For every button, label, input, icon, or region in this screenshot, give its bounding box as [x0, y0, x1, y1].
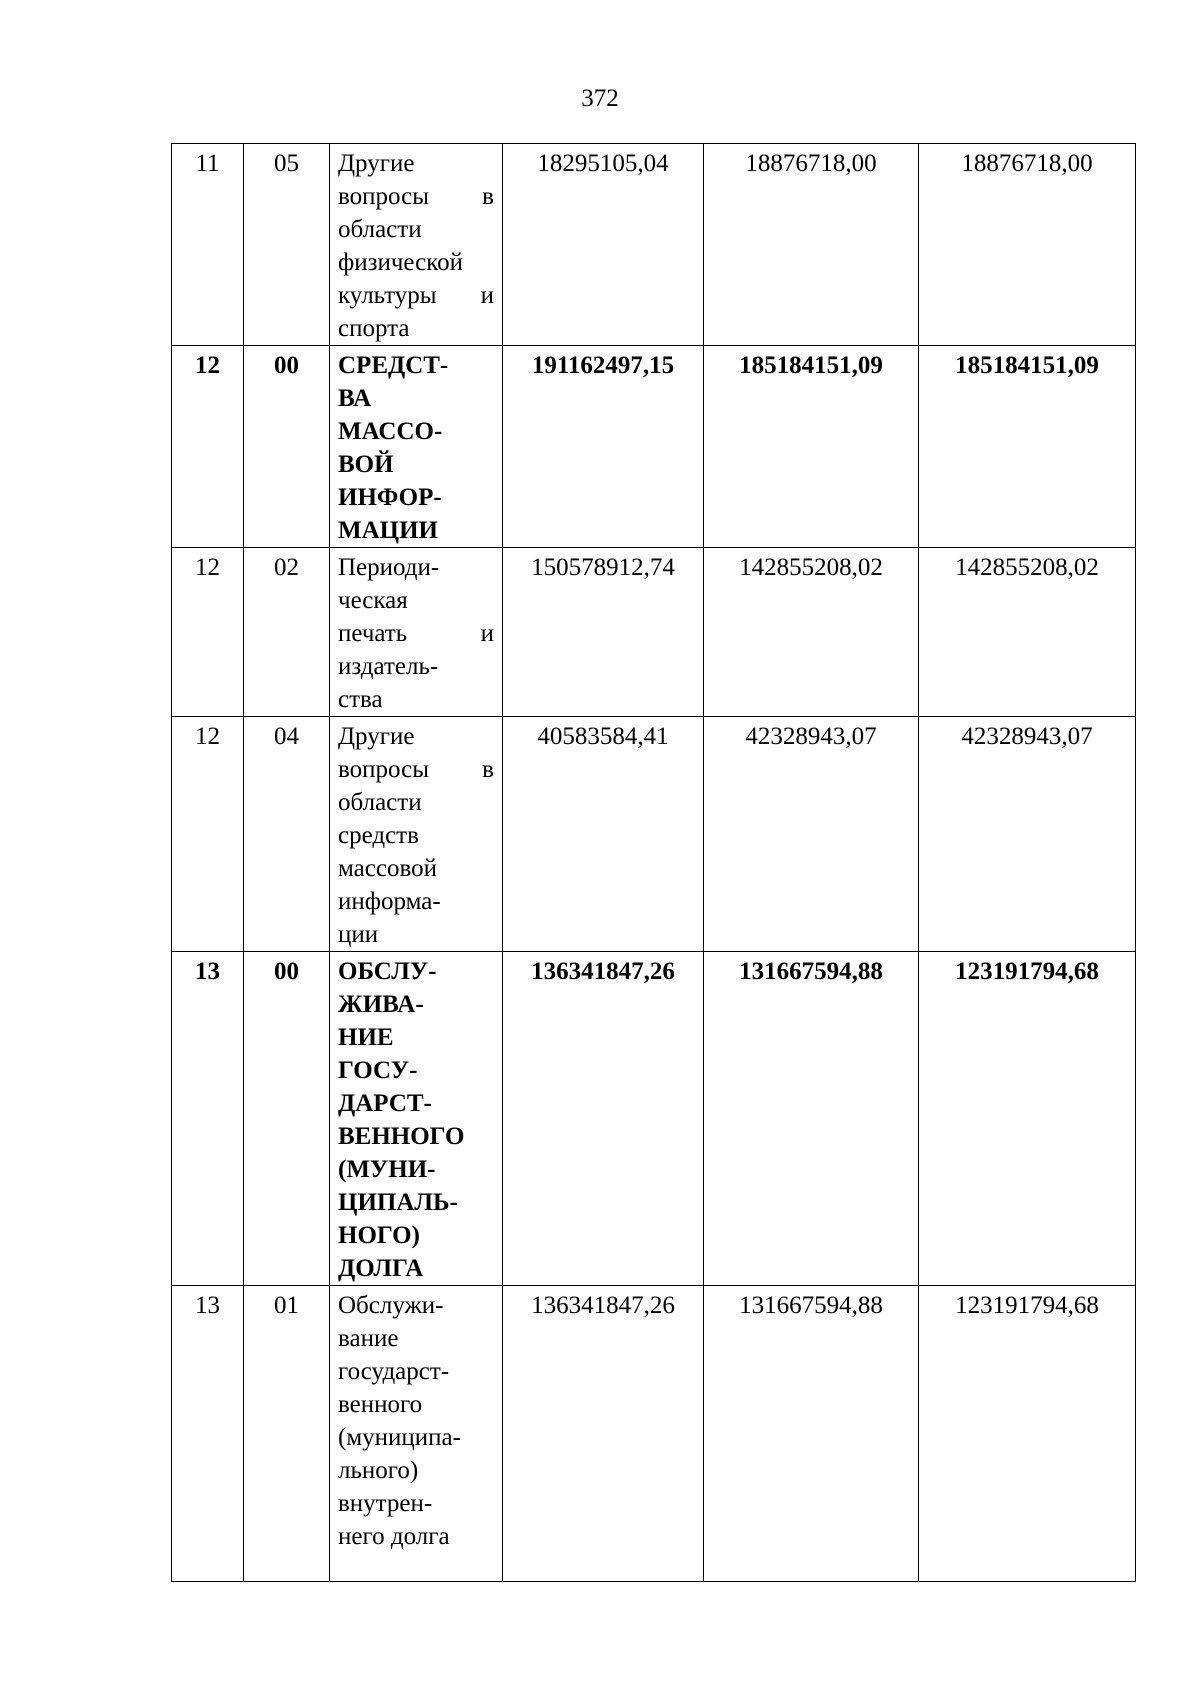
item-name-line: льного): [338, 1457, 419, 1484]
amount-year-1: 136341847,26: [503, 1286, 704, 1582]
amount-year-1: 191162497,15: [503, 346, 704, 548]
item-name: [330, 952, 503, 1286]
amount-year-2: 131667594,88: [704, 1286, 919, 1582]
item-name-line: НОГО): [338, 1222, 420, 1249]
amount-year-3: 123191794,68: [919, 952, 1136, 1286]
item-name-line: средств: [338, 822, 419, 849]
subsection-code: 05: [244, 144, 330, 346]
amount-year-1: 150578912,74: [503, 548, 704, 717]
item-name-line: Другие: [338, 723, 415, 750]
item-name-line: ции: [338, 921, 379, 948]
subsection-code: 04: [244, 717, 330, 952]
item-name-line: ДАРСТ-: [338, 1090, 432, 1117]
amount-year-1: 40583584,41: [503, 717, 704, 952]
item-name-line: ОБСЛУ-: [338, 958, 437, 985]
section-code: 13: [172, 1286, 244, 1582]
amount-year-3: 42328943,07: [919, 717, 1136, 952]
subsection-code: 02: [244, 548, 330, 717]
section-code: 12: [172, 346, 244, 548]
item-name-line: НИЕ: [338, 1024, 394, 1051]
item-name-line: внутрен-: [338, 1490, 433, 1517]
item-name-line: ческая: [338, 587, 408, 614]
amount-year-3: 142855208,02: [919, 548, 1136, 717]
subsection-code: 01: [244, 1286, 330, 1582]
subsection-code: 00: [244, 346, 330, 548]
item-name-line: Другие: [338, 150, 415, 177]
item-name-line: вопросы в: [338, 183, 494, 210]
section-code: 11: [172, 144, 244, 346]
table-row: [172, 717, 1136, 952]
item-name: [330, 717, 503, 952]
item-name-line: ВЕННОГО: [338, 1123, 465, 1150]
amount-year-1: 136341847,26: [503, 952, 704, 1286]
item-name-line: Обслужи-: [338, 1292, 444, 1319]
table-body: [172, 144, 1136, 1582]
subsection-code: 00: [244, 952, 330, 1286]
item-name-line: физической: [338, 249, 463, 276]
item-name-line: ДОЛГА: [338, 1255, 424, 1282]
item-name-line: вание: [338, 1325, 399, 1352]
item-name-line: ИНФОР-: [338, 484, 442, 511]
item-name-line: издатель-: [338, 653, 439, 680]
item-name-line: СРЕДСТ-: [338, 352, 449, 379]
table-row: [172, 952, 1136, 1286]
item-name-line: вопросы в: [338, 756, 494, 783]
item-name-line: государст-: [338, 1358, 450, 1385]
item-name-line: массовой: [338, 855, 437, 882]
amount-year-2: 185184151,09: [704, 346, 919, 548]
section-code: 12: [172, 548, 244, 717]
item-name-line: спорта: [338, 315, 410, 342]
item-name-line: Периоди-: [338, 554, 440, 581]
item-name-line: культуры и: [338, 282, 494, 309]
amount-year-2: 42328943,07: [704, 717, 919, 952]
amount-year-2: 142855208,02: [704, 548, 919, 717]
table-row: [172, 1286, 1136, 1582]
amount-year-3: 18876718,00: [919, 144, 1136, 346]
budget-table: [171, 143, 1136, 1582]
table-row: [172, 144, 1136, 346]
item-name-line: МАЦИИ: [338, 517, 438, 544]
item-name-line: (МУНИ-: [338, 1156, 436, 1183]
item-name-line: информа-: [338, 888, 441, 915]
item-name-line: печать и: [338, 620, 494, 647]
amount-year-3: 123191794,68: [919, 1286, 1136, 1582]
item-name-line: ЖИВА-: [338, 991, 424, 1018]
page-number: 372: [581, 85, 619, 112]
item-name-line: МАССО-: [338, 418, 443, 445]
amount-year-1: 18295105,04: [503, 144, 704, 346]
item-name: [330, 144, 503, 346]
item-name-line: области: [338, 789, 422, 816]
item-name-line: ства: [338, 686, 383, 713]
amount-year-2: 131667594,88: [704, 952, 919, 1286]
amount-year-3: 185184151,09: [919, 346, 1136, 548]
item-name: [330, 548, 503, 717]
item-name-line: области: [338, 216, 422, 243]
item-name-line: венного: [338, 1391, 423, 1418]
amount-year-2: 18876718,00: [704, 144, 919, 346]
item-name-line: ВА: [338, 385, 372, 412]
table-row: [172, 346, 1136, 548]
item-name-line: ЦИПАЛЬ-: [338, 1189, 458, 1216]
item-name-line: ГОСУ-: [338, 1057, 418, 1084]
item-name-line: (муниципа-: [338, 1424, 461, 1451]
section-code: 12: [172, 717, 244, 952]
item-name-line: ВОЙ: [338, 451, 394, 478]
item-name: [330, 1286, 503, 1582]
section-code: 13: [172, 952, 244, 1286]
table-row: [172, 548, 1136, 717]
item-name-line: него долга: [338, 1523, 450, 1550]
item-name: [330, 346, 503, 548]
